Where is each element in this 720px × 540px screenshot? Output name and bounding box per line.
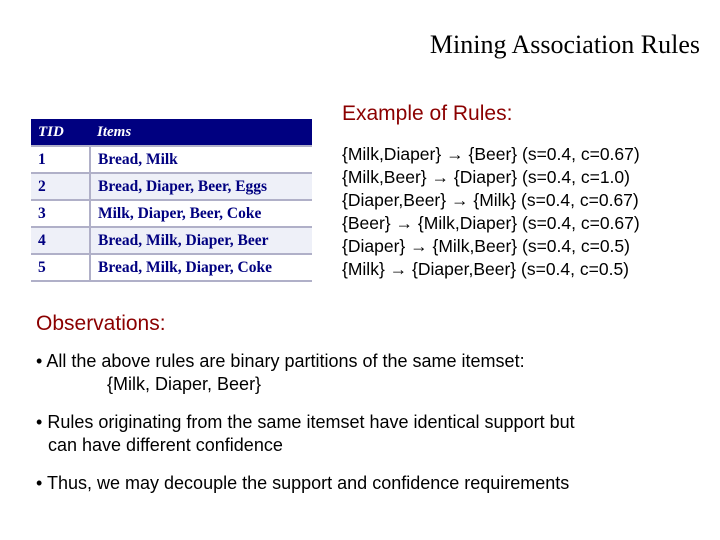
table-row <box>31 227 312 254</box>
observation-text: Thus, we may decouple the support and confidence requirements <box>47 473 570 493</box>
rule-item <box>342 143 640 166</box>
transactions-table <box>31 119 312 282</box>
rule-item <box>342 235 640 258</box>
observation-text-continued: can have different confidence <box>48 435 283 455</box>
arrow-icon: → <box>410 236 428 256</box>
tid-cell: 1 <box>31 146 90 173</box>
rule-lhs: {Milk,Beer} <box>342 167 427 187</box>
column-header-tid: TID <box>31 119 90 146</box>
rule-rhs: {Milk} <box>473 190 517 210</box>
bullet-icon: • <box>36 351 43 371</box>
rule-lhs: {Beer} <box>342 213 391 233</box>
table-header-row <box>31 119 312 146</box>
arrow-icon: → <box>446 144 464 164</box>
tid-cell: 3 <box>31 200 90 227</box>
rule-metrics: (s=0.4, c=0.67) <box>521 190 639 210</box>
rule-metrics: (s=0.4, c=0.5) <box>522 236 630 256</box>
tid-cell: 4 <box>31 227 90 254</box>
table-row <box>31 173 312 200</box>
bullet-icon: • <box>36 473 43 493</box>
rule-lhs: {Milk,Diaper} <box>342 144 442 164</box>
table-row <box>31 254 312 281</box>
observation-bullet <box>36 472 569 495</box>
observation-text-continued: {Milk, Diaper, Beer} <box>107 374 262 394</box>
items-cell: Bread, Milk, Diaper, Beer <box>90 227 312 254</box>
rule-lhs: {Milk} <box>342 259 385 279</box>
tid-cell: 5 <box>31 254 90 281</box>
items-cell: Bread, Milk, Diaper, Coke <box>90 254 312 281</box>
items-cell: Milk, Diaper, Beer, Coke <box>90 200 312 227</box>
arrow-icon: → <box>450 190 469 210</box>
rule-rhs: {Milk,Beer} <box>432 236 518 256</box>
rule-lhs: {Diaper} <box>342 236 406 256</box>
rules-heading: Example of Rules: <box>342 102 513 125</box>
items-cell: Bread, Diaper, Beer, Eggs <box>90 173 312 200</box>
rule-item <box>342 166 640 189</box>
rule-metrics: (s=0.4, c=0.67) <box>522 144 640 164</box>
rules-list <box>342 143 640 281</box>
tid-cell: 2 <box>31 173 90 200</box>
bullet-icon: • <box>36 412 43 432</box>
rule-rhs: {Diaper} <box>453 167 518 187</box>
rule-metrics: (s=0.4, c=1.0) <box>522 167 630 187</box>
table-row <box>31 200 312 227</box>
table-row <box>31 146 312 173</box>
observations-heading: Observations: <box>36 312 166 335</box>
rule-metrics: (s=0.4, c=0.5) <box>521 259 630 279</box>
observation-text: Rules originating from the same itemset have identical support but <box>47 412 575 432</box>
observation-bullet <box>36 411 575 457</box>
column-header-items: Items <box>90 119 312 146</box>
rule-rhs: {Diaper,Beer} <box>412 259 517 279</box>
arrow-icon: → <box>395 213 414 233</box>
items-cell: Bread, Milk <box>90 146 312 173</box>
rule-item <box>342 258 640 281</box>
rule-rhs: {Beer} <box>468 144 518 164</box>
rule-rhs: {Milk,Diaper} <box>417 213 518 233</box>
rule-lhs: {Diaper,Beer} <box>342 190 447 210</box>
rule-metrics: (s=0.4, c=0.67) <box>522 213 640 233</box>
rule-item <box>342 189 640 212</box>
slide-title: Mining Association Rules <box>429 30 700 59</box>
arrow-icon: → <box>431 167 449 187</box>
arrow-icon: → <box>389 259 408 279</box>
observation-bullet <box>36 350 525 396</box>
rule-item <box>342 212 640 235</box>
observation-text: All the above rules are binary partitions of the same itemset: <box>46 351 525 371</box>
